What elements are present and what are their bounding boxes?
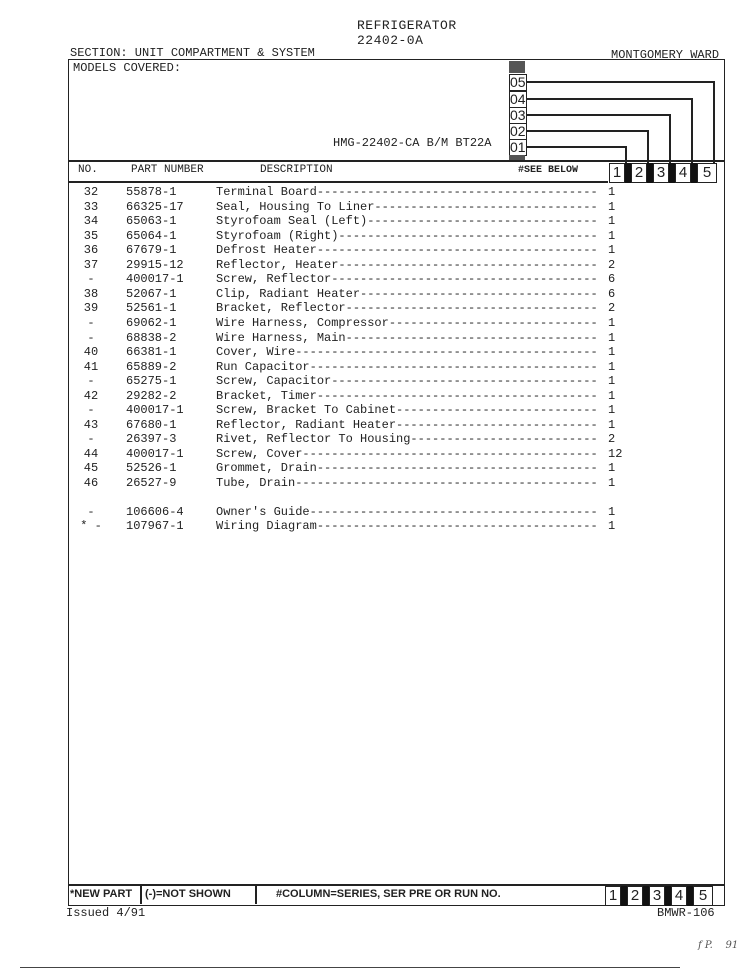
- part-number: 67679-1: [126, 243, 177, 258]
- part-description: Screw, Bracket To Cabinet----------------------------: [216, 403, 598, 418]
- column-note: #COLUMN=SERIES, SER PRE OR RUN NO.: [276, 888, 501, 900]
- bracket-line: [647, 130, 649, 164]
- part-quantity: 2: [608, 257, 616, 272]
- part-description: Bracket, Timer---------------------------------------: [216, 388, 598, 403]
- part-description: Clip, Radiant Heater---------------------------------: [216, 286, 598, 301]
- part-description: Run Capacitor----------------------------------------: [216, 359, 598, 374]
- part-quantity: 2: [608, 301, 616, 316]
- part-number-index: 45: [83, 461, 99, 476]
- part-number-index: 42: [83, 388, 99, 403]
- part-number: 66325-17: [126, 199, 184, 214]
- brand-name: MONTGOMERY WARD: [611, 48, 720, 62]
- part-number-index: -: [87, 374, 95, 389]
- footer-divider: [140, 884, 142, 904]
- part-number: 400017-1: [126, 446, 184, 461]
- part-number: 65064-1: [126, 228, 177, 243]
- series-box-4: 4: [675, 163, 691, 183]
- series-box-5: 5: [697, 163, 717, 183]
- part-number: 29282-2: [126, 388, 177, 403]
- part-number: 66381-1: [126, 345, 177, 360]
- bracket-line: [691, 98, 693, 164]
- part-number: 69062-1: [126, 315, 177, 330]
- part-number-index: -: [87, 403, 95, 418]
- part-number-index: -: [87, 432, 95, 447]
- part-number: 26397-3: [126, 432, 177, 447]
- bracket-line: [526, 146, 626, 148]
- part-description: Defrost Heater---------------------------------------: [216, 243, 598, 258]
- series-box-2: 2: [631, 163, 647, 183]
- part-quantity: 1: [608, 214, 616, 229]
- part-quantity: 12: [608, 446, 623, 461]
- code-marker: [509, 61, 525, 73]
- handwritten-note: f P. 91: [698, 940, 739, 951]
- part-quantity: 6: [608, 272, 616, 287]
- part-number: 400017-1: [126, 272, 184, 287]
- series-box-1: 1: [609, 163, 625, 183]
- section-title: SECTION: UNIT COMPARTMENT & SYSTEM: [70, 46, 315, 60]
- part-number: 52067-1: [126, 286, 177, 301]
- part-quantity: 1: [608, 504, 616, 519]
- part-number-index: 37: [83, 257, 99, 272]
- part-quantity: 1: [608, 315, 616, 330]
- part-description: Cover, Wire------------------------------------------: [216, 345, 598, 360]
- footer-series-box-5: 5: [693, 886, 713, 906]
- part-quantity: 1: [608, 228, 616, 243]
- part-number-index: 38: [83, 286, 99, 301]
- part-number: 26527-9: [126, 476, 177, 490]
- column-part-number: PART NUMBER: [131, 164, 204, 176]
- part-quantity: 1: [608, 185, 616, 199]
- part-quantity: 1: [608, 374, 616, 389]
- part-description: Wire Harness, Compressor-----------------------------: [216, 315, 598, 330]
- document-title: REFRIGERATOR: [357, 18, 457, 33]
- header-rule-bottom: [68, 181, 608, 183]
- part-number: 68838-2: [126, 330, 177, 345]
- part-number-index: 33: [83, 199, 99, 214]
- part-number: 106606-4: [126, 504, 184, 519]
- model-number: 22402-0A: [357, 33, 424, 48]
- bracket-line: [526, 130, 648, 132]
- footer-series-box-1: 1: [605, 886, 621, 906]
- part-description: Styrofoam Seal (Left)--------------------------------: [216, 214, 598, 229]
- header-rule-top: [68, 160, 725, 162]
- part-number: 67680-1: [126, 417, 177, 432]
- part-number: 52561-1: [126, 301, 177, 316]
- part-number-index: 40: [83, 345, 99, 360]
- part-quantity: 2: [608, 432, 616, 447]
- part-quantity: 1: [608, 359, 616, 374]
- part-quantity: 1: [608, 519, 616, 534]
- part-quantity: 1: [608, 199, 616, 214]
- part-number: 400017-1: [126, 403, 184, 418]
- bracket-line: [526, 98, 692, 100]
- part-number-index: 46: [83, 476, 99, 490]
- part-number: 65889-2: [126, 359, 177, 374]
- part-description: Reflector, Heater------------------------------------: [216, 257, 598, 272]
- part-quantity: 1: [608, 461, 616, 476]
- model-line: HMG-22402-CA B/M BT22A: [333, 136, 492, 150]
- bottom-edge-line: [20, 967, 680, 968]
- part-number-index: -: [87, 315, 95, 330]
- part-description: Seal, Housing To Liner-------------------------------: [216, 199, 598, 214]
- part-description: Wire Harness, Main-----------------------------------: [216, 330, 598, 345]
- part-description: Grommet, Drain---------------------------------------: [216, 461, 598, 476]
- part-description: Screw, Cover-----------------------------------------: [216, 446, 598, 461]
- column-see-below: #SEE BELOW: [518, 165, 579, 176]
- footer-series-box-3: 3: [649, 886, 665, 906]
- footer-divider: [255, 884, 257, 904]
- part-description: Reflector, Radiant Heater----------------------------: [216, 417, 598, 432]
- part-quantity: 1: [608, 388, 616, 403]
- part-number: 65275-1: [126, 374, 177, 389]
- footer-series-box-2: 2: [627, 886, 643, 906]
- part-number-index: -: [87, 330, 95, 345]
- part-number-index: 34: [83, 214, 99, 229]
- part-quantity: 1: [608, 243, 616, 258]
- part-description: Terminal Board---------------------------------------: [216, 185, 598, 199]
- part-quantity: 6: [608, 286, 616, 301]
- part-number-index: 39: [83, 301, 99, 316]
- part-number-index: 35: [83, 228, 99, 243]
- part-number: 55878-1: [126, 185, 177, 199]
- part-description: Rivet, Reflector To Housing--------------------------: [216, 432, 598, 447]
- document-code: BMWR-106: [657, 906, 715, 920]
- part-number-index: -: [87, 272, 95, 287]
- part-quantity: 1: [608, 345, 616, 360]
- part-quantity: 1: [608, 476, 616, 490]
- part-number-index: 44: [83, 446, 99, 461]
- bracket-line: [526, 114, 670, 116]
- part-number-index: 41: [83, 359, 99, 374]
- part-number: 29915-12: [126, 257, 184, 272]
- footer-series-box-4: 4: [671, 886, 687, 906]
- part-number: 52526-1: [126, 461, 177, 476]
- not-shown-legend: (-)=NOT SHOWN: [145, 888, 231, 900]
- issued-date: Issued 4/91: [66, 906, 146, 920]
- column-no: NO.: [78, 164, 98, 176]
- new-part-legend: *NEW PART: [70, 888, 133, 900]
- part-description: Screw, Capacitor-------------------------------------: [216, 374, 598, 389]
- code-box-01: 01: [510, 139, 526, 155]
- part-quantity: 1: [608, 403, 616, 418]
- code-box-03: 03: [510, 107, 526, 123]
- part-description: Tube, Drain------------------------------------------: [216, 476, 598, 490]
- part-quantity: 1: [608, 417, 616, 432]
- part-number-index: 32: [83, 185, 99, 199]
- part-description: Bracket, Reflector-----------------------------------: [216, 301, 598, 316]
- series-box-3: 3: [653, 163, 669, 183]
- part-number: 65063-1: [126, 214, 177, 229]
- code-box-04: 04: [510, 91, 526, 107]
- part-description: Screw, Reflector-------------------------------------: [216, 272, 598, 287]
- part-description: Owner's Guide----------------------------------------: [216, 504, 598, 519]
- part-number-index: 43: [83, 417, 99, 432]
- part-number-index: 36: [83, 243, 99, 258]
- column-description: DESCRIPTION: [260, 164, 333, 176]
- part-number-index: * -: [80, 519, 102, 534]
- code-box-02: 02: [510, 123, 526, 139]
- bracket-line: [526, 81, 714, 83]
- part-number-index: -: [87, 504, 95, 519]
- bracket-line: [713, 81, 715, 164]
- part-quantity: 1: [608, 330, 616, 345]
- code-box-05: 05: [510, 74, 526, 90]
- part-description: Wiring Diagram---------------------------------------: [216, 519, 598, 534]
- part-description: Styrofoam (Right)------------------------------------: [216, 228, 598, 243]
- models-covered-label: MODELS COVERED:: [73, 61, 182, 75]
- part-number: 107967-1: [126, 519, 184, 534]
- bracket-line: [669, 114, 671, 164]
